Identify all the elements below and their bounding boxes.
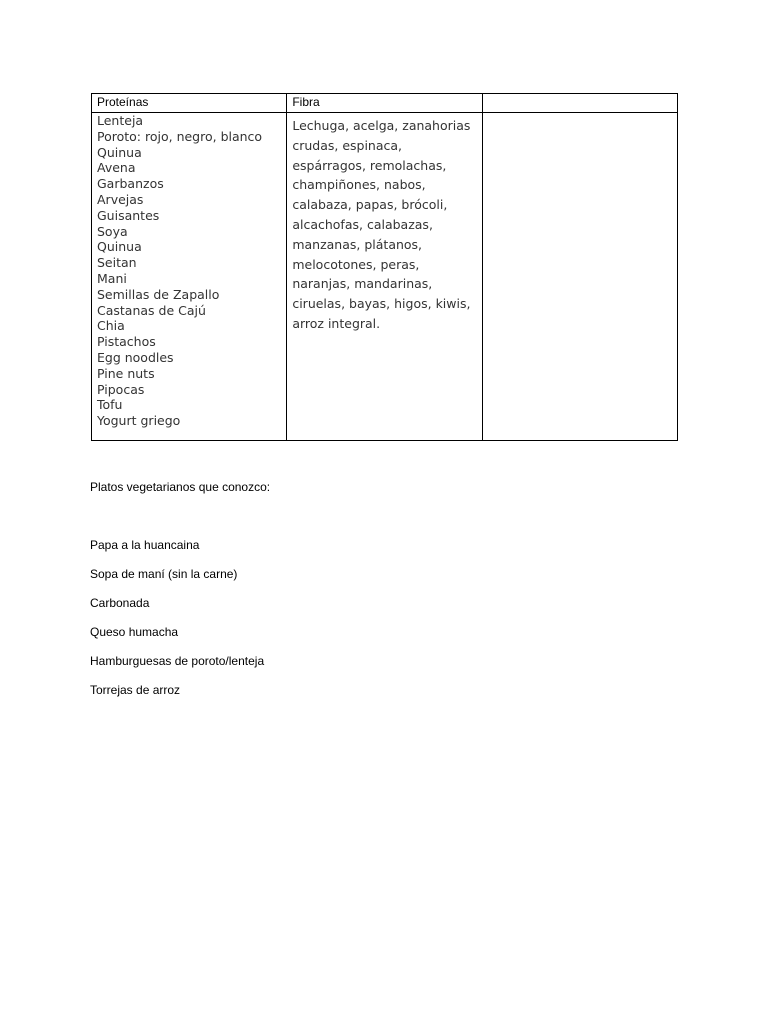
empty-cell	[482, 113, 677, 441]
protein-item: Yogurt griego	[97, 413, 181, 429]
fiber-text: Lechuga, acelga, zanahorias crudas, espinaca, espárragos, remolachas, champiñones, nabos, calabaza, papas, brócoli, alcachofas, calabazas, manzanas, plátanos, melocotones, peras, naranjas, mandarinas, ciruelas, bayas, higos, kiwis, arroz integral.	[292, 118, 471, 331]
protein-item: Pipocas	[97, 381, 145, 397]
protein-item: Castanas de Cajú	[97, 302, 206, 318]
protein-item: Chia	[97, 318, 125, 334]
protein-item: Semillas de Zapallo	[97, 286, 220, 302]
food-table	[91, 93, 678, 441]
protein-item: Avena	[97, 160, 136, 176]
protein-item: Quinua	[97, 144, 142, 160]
dish-list	[90, 537, 264, 711]
protein-item: Soya	[97, 223, 128, 239]
protein-item: Seitan	[97, 255, 137, 271]
fiber-cell	[287, 113, 482, 441]
protein-item: Mani	[97, 270, 127, 286]
protein-item: Poroto: rojo, negro, blanco	[97, 128, 263, 144]
dish-item: Queso humacha	[90, 625, 179, 639]
dish-item: Carbonada	[90, 596, 150, 610]
protein-item: Arvejas	[97, 191, 144, 207]
protein-item: Egg noodles	[97, 349, 174, 365]
protein-item: Pine nuts	[97, 365, 155, 381]
protein-item: Tofu	[97, 397, 123, 413]
proteins-cell	[92, 113, 287, 441]
table-body-row	[92, 113, 678, 441]
dishes-heading: Platos vegetarianos que conozco:	[90, 480, 271, 494]
header-fiber: Fibra	[287, 94, 482, 113]
protein-item: Pistachos	[97, 334, 156, 350]
protein-item: Garbanzos	[97, 176, 164, 192]
dish-item: Torrejas de arroz	[90, 683, 181, 697]
dish-item: Hamburguesas de poroto/lenteja	[90, 654, 265, 668]
protein-item: Lenteja	[97, 113, 144, 128]
dish-item: Papa a la huancaina	[90, 538, 200, 552]
header-proteins: Proteínas	[92, 94, 287, 113]
dish-item: Sopa de maní (sin la carne)	[90, 567, 238, 581]
protein-item: Quinua	[97, 239, 142, 255]
protein-list	[97, 113, 281, 429]
header-empty	[482, 94, 677, 113]
table-header-row	[92, 94, 678, 113]
protein-item: Guisantes	[97, 207, 160, 223]
